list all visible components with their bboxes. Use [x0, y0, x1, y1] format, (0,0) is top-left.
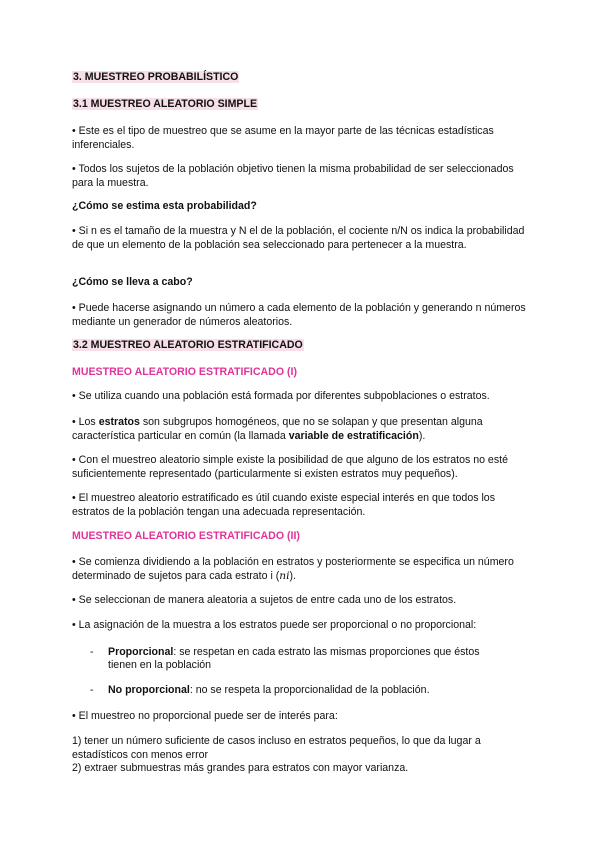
numbered-item: 1) tener un número suficiente de casos incluso en estratos pequeños, lo que da lugar a estadísticos con menos error — [72, 735, 481, 761]
question-heading: ¿Cómo se estima esta probabilidad? — [72, 200, 257, 212]
pink-heading: MUESTREO ALEATORIO ESTRATIFICADO (I) — [72, 366, 298, 378]
paragraph: • Si n es el tamaño de la muestra y N el de la población, el cociente n/N os indica la probabilidad de que un elemento de la población sea seleccionado para pertenecer a la muestra. — [72, 225, 525, 251]
paragraph: • Se seleccionan de manera aleatoria a sujetos de entre cada uno de los estratos. — [72, 594, 457, 606]
paragraph: • Este es el tipo de muestreo que se asume en la mayor parte de las técnicas estadísticas inferenciales. — [72, 125, 494, 151]
question-heading: ¿Cómo se lleva a cabo? — [72, 276, 193, 288]
numbered-item: 2) extraer submuestras más grandes para estratos con mayor varianza. — [72, 762, 409, 774]
list-item: - No proporcional: no se respeta la proporcionalidad de la población. — [90, 684, 430, 696]
paragraph: • El muestreo aleatorio estratificado es útil cuando existe especial interés en que todos los estratos de la población tengan una adecuada representación. — [72, 492, 495, 518]
paragraph: • Los estratos son subgrupos homogéneos, que no se solapan y que presentan alguna característica particular en común (la llamada variable de estratificación). — [72, 416, 483, 442]
paragraph: • Todos los sujetos de la población objetivo tienen la misma probabilidad de ser seleccionados para la muestra. — [72, 163, 514, 189]
subsection-title-simple: 3.1 MUESTREO ALEATORIO SIMPLE — [73, 98, 258, 110]
section-title: 3. MUESTREO PROBABILÍSTICO — [73, 71, 239, 83]
paragraph: • El muestreo no proporcional puede ser de interés para: — [72, 710, 338, 722]
list-item: - Proporcional: se respetan en cada estrato las mismas proporciones que éstos tienen en la población — [90, 646, 480, 671]
paragraph: • La asignación de la muestra a los estratos puede ser proporcional o no proporcional: — [72, 619, 477, 631]
subsection-title-stratified: 3.2 MUESTREO ALEATORIO ESTRATIFICADO — [73, 339, 303, 351]
paragraph: • Puede hacerse asignando un número a cada elemento de la población y generando n números mediante un generador de números aleatorios. — [72, 302, 526, 328]
pink-heading: MUESTREO ALEATORIO ESTRATIFICADO (II) — [72, 530, 300, 542]
paragraph: • Se comienza dividiendo a la población en estratos y posteriormente se especifica un número determinado de sujetos para cada estrato i (ni). — [72, 556, 514, 582]
paragraph: • Con el muestreo aleatorio simple existe la posibilidad de que alguno de los estratos no esté suficientemente representado (particularmente si existen estratos muy pequeños). — [72, 454, 508, 480]
paragraph: • Se utiliza cuando una población está formada por diferentes subpoblaciones o estratos. — [72, 390, 490, 402]
